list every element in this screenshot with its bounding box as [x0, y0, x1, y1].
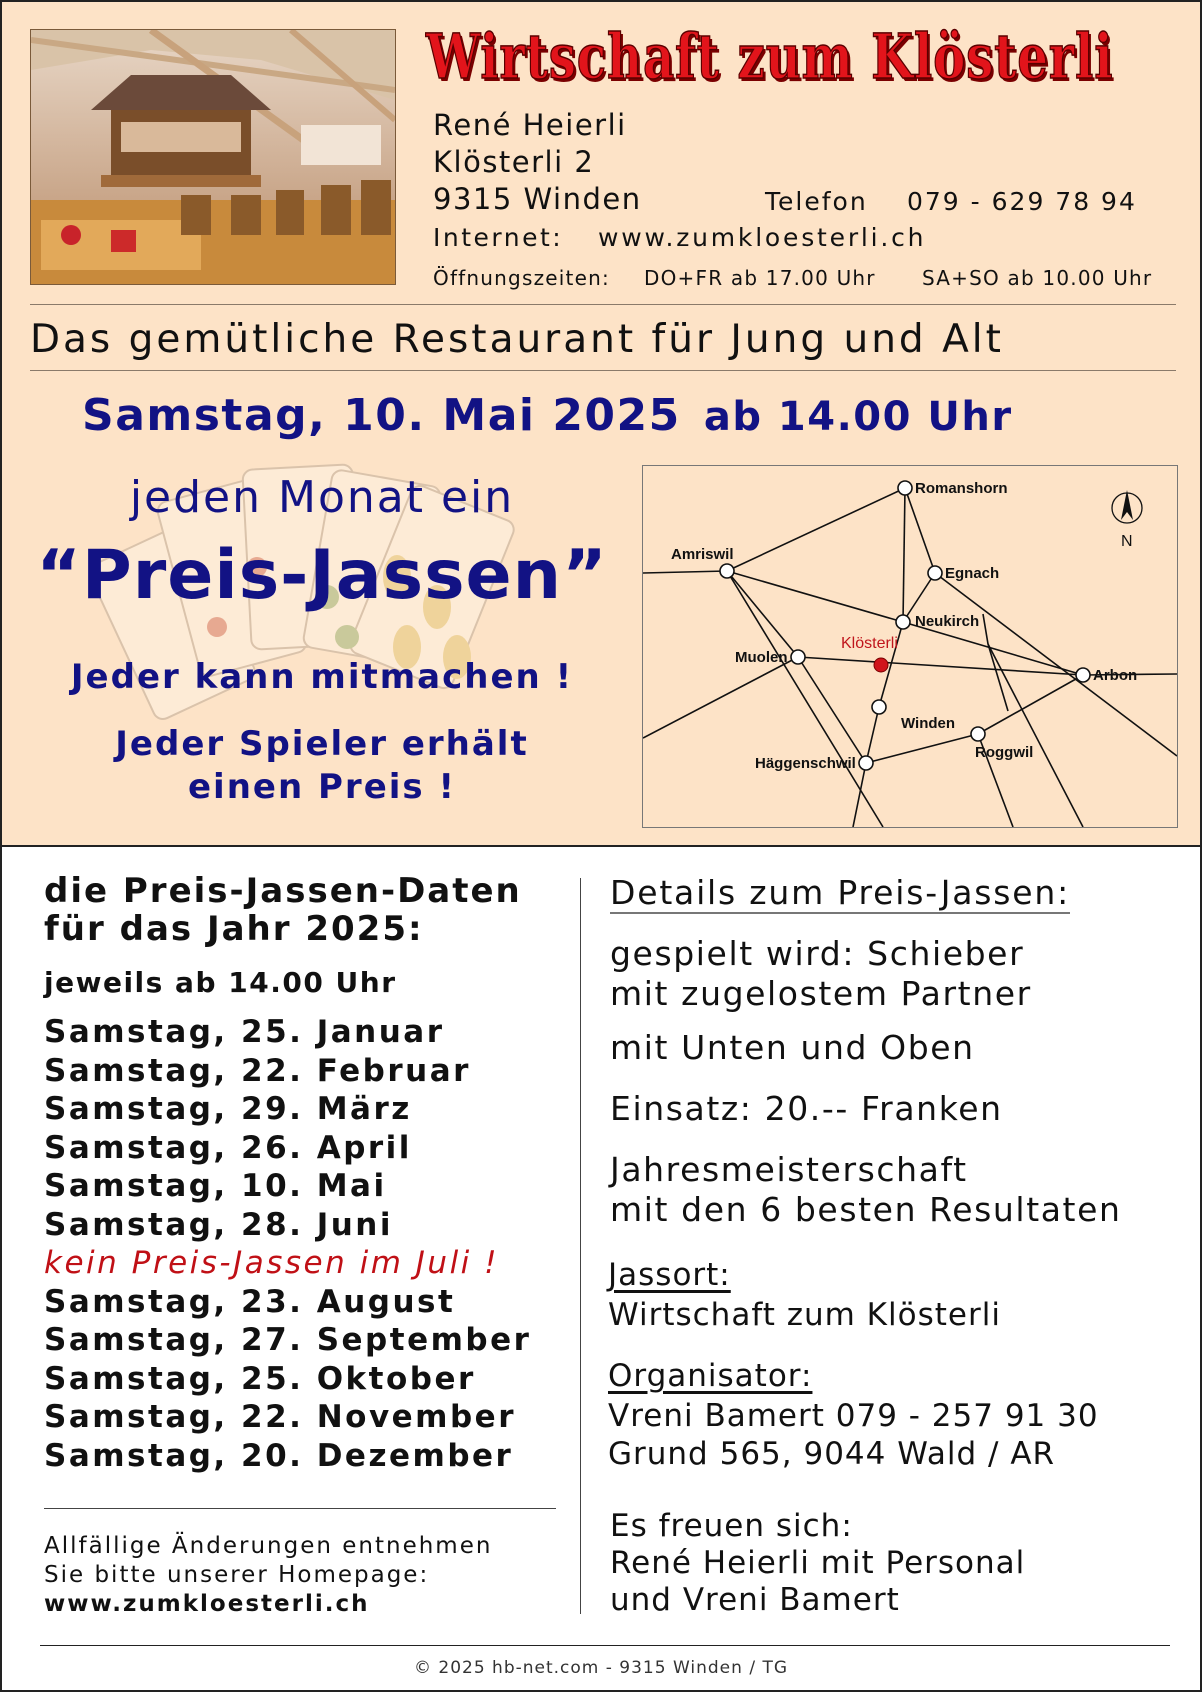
everyone-can-join: Jeder kann mitmachen !	[70, 657, 574, 697]
north-label: N	[1121, 533, 1133, 550]
map-marker-kloesterli	[874, 658, 888, 672]
map-label-roggwil: Roggwil	[975, 744, 1034, 761]
prize-line-2: einen Preis !	[187, 767, 456, 807]
divider	[30, 370, 1176, 371]
date-item: Samstag, 10. Mai	[44, 1168, 387, 1204]
monthly-text: jeden Monat ein	[129, 472, 515, 523]
date-item: Samstag, 25. Oktober	[44, 1360, 476, 1397]
venue-name: Wirtschaft zum Klösterli	[608, 1297, 1001, 1333]
hours-weekday: DO+FR ab 17.00 Uhr	[644, 266, 876, 290]
schedule-heading-1: die Preis-Jassen-Daten	[44, 871, 522, 911]
prize-line-1: Jeder Spieler erhält	[115, 724, 529, 764]
details-game-line-3: mit Unten und Oben	[610, 1028, 975, 1067]
restaurant-name: Wirtschaft zum Klösterli	[426, 20, 1114, 93]
map-node-neukirch	[896, 615, 910, 629]
organizer-address: Grund 565, 9044 Wald / AR	[608, 1436, 1056, 1472]
homepage-note	[44, 1532, 492, 1619]
street-address: Klösterli 2	[433, 145, 595, 179]
event-date: Samstag, 10. Mai 2025	[82, 390, 681, 441]
map-label-kloesterli: Klösterli	[841, 635, 898, 652]
map-node-haeggenschwil	[859, 756, 873, 770]
slogan: Das gemütliche Restaurant für Jung und Alt	[30, 317, 1004, 362]
phone-label: Telefon	[765, 187, 868, 216]
details-game-line-2: mit zugelostem Partner	[610, 974, 1032, 1013]
hours-weekend: SA+SO ab 10.00 Uhr	[922, 266, 1153, 290]
hours-label: Öffnungszeiten:	[433, 266, 610, 290]
date-item: Samstag, 22. November	[44, 1399, 516, 1435]
divider	[30, 304, 1176, 305]
map-label-muolen: Muolen	[735, 649, 788, 666]
footer-copyright: © 2025 hb-net.com - 9315 Winden / TG	[413, 1658, 789, 1678]
map-label-neukirch: Neukirch	[915, 613, 980, 630]
organizer-label: Organisator:	[608, 1358, 813, 1394]
map-label-amriswil: Amriswil	[671, 546, 734, 563]
venue-label: Jassort:	[608, 1257, 731, 1293]
phone-number: 079 - 629 78 94	[907, 187, 1137, 216]
map-label-winden: Winden	[901, 715, 956, 732]
map-label-egnach: Egnach	[945, 565, 1000, 582]
header-section	[2, 2, 1200, 847]
schedule-heading-2: für das Jahr 2025:	[44, 909, 424, 949]
date-item: Samstag, 29. März	[44, 1091, 412, 1127]
north-arrow-icon	[1112, 490, 1142, 550]
date-item: Samstag, 26. April	[44, 1129, 412, 1166]
map-node-muolen	[791, 650, 805, 664]
map-node-amriswil	[720, 564, 734, 578]
details-championship-1: Jahresmeisterschaft	[610, 1150, 968, 1189]
schedule-section	[44, 872, 564, 1475]
map-node-roggwil	[971, 727, 985, 741]
internet-label: Internet:	[433, 223, 564, 252]
date-item: Samstag, 25. Januar	[44, 1014, 445, 1050]
website-link[interactable]: www.zumkloesterli.ch	[598, 223, 927, 252]
date-item: Samstag, 22. Februar	[44, 1052, 471, 1089]
date-list	[44, 1013, 564, 1475]
location-map	[642, 465, 1178, 828]
map-node-egnach	[928, 566, 942, 580]
date-item: Samstag, 28. Juni	[44, 1206, 394, 1243]
date-item: Samstag, 27. September	[44, 1322, 532, 1358]
map-label-romanshorn: Romanshorn	[915, 480, 1008, 497]
date-item: Samstag, 23. August	[44, 1283, 456, 1320]
map-node-winden	[872, 700, 886, 714]
event-date-heading	[82, 390, 1013, 441]
greeting-line-2: René Heierli mit Personal	[610, 1545, 1026, 1581]
details-championship-2: mit den 6 besten Resultaten	[610, 1190, 1122, 1229]
map-node-romanshorn	[898, 481, 912, 495]
event-time: ab 14.00 Uhr	[703, 394, 1013, 440]
details-game-line-1: gespielt wird: Schieber	[610, 934, 1025, 973]
map-label-arbon: Arbon	[1093, 667, 1138, 684]
schedule-time-note: jeweils ab 14.00 Uhr	[44, 966, 397, 999]
divider	[40, 1645, 1170, 1646]
greeting-line-1: Es freuen sich:	[610, 1508, 853, 1544]
map-label-haeggenschwil: Häggenschwil	[755, 755, 856, 772]
greeting-line-3: und Vreni Bamert	[610, 1582, 900, 1618]
divider	[44, 1508, 556, 1509]
map-node-arbon	[1076, 668, 1090, 682]
restaurant-photo	[30, 29, 396, 285]
homepage-note-line-1: Allfällige Änderungen entnehmen	[44, 1533, 493, 1559]
owner-name: René Heierli	[433, 108, 627, 142]
details-fee: Einsatz: 20.-- Franken	[610, 1089, 1003, 1128]
homepage-note-line-2: Sie bitte unserer Homepage:	[44, 1562, 430, 1588]
homepage-link[interactable]: www.zumkloesterli.ch	[44, 1591, 370, 1617]
event-name: “Preis-Jassen”	[36, 536, 608, 615]
column-divider	[580, 878, 581, 1614]
organizer-contact: Vreni Bamert 079 - 257 91 30	[608, 1398, 1099, 1434]
date-item: Samstag, 20. Dezember	[44, 1437, 514, 1474]
date-item-notice: kein Preis-Jassen im Juli !	[44, 1245, 500, 1281]
details-heading: Details zum Preis-Jassen:	[610, 873, 1071, 912]
town: 9315 Winden	[433, 182, 642, 216]
prize-text	[2, 723, 642, 809]
